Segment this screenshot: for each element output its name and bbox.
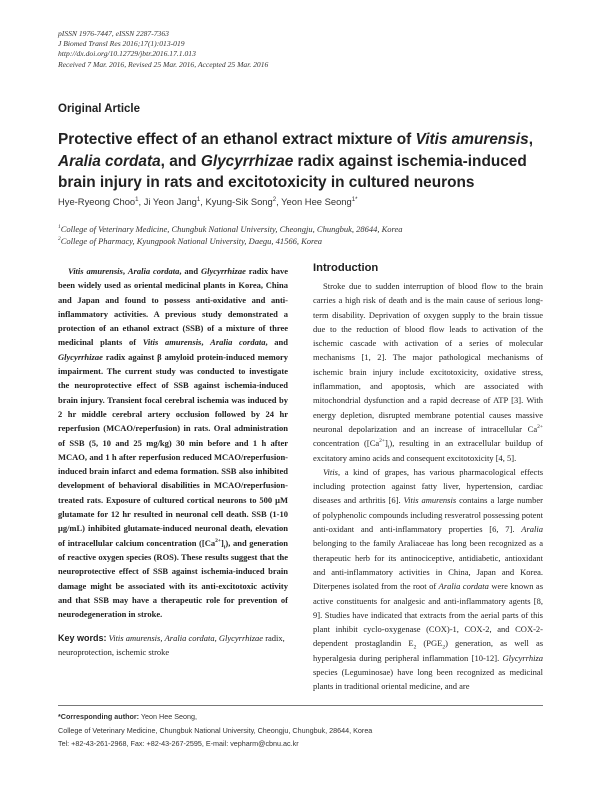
affiliation-2: $^2$College of Pharmacy, Kyungpook National University, Daegu, 41566, Korea [58, 236, 323, 246]
article-title: Protective effect of an ethanol extract mixture of Vitis amurensis, Aralia cordata, and Glycyrrhizae radix against ischemia-induced brain injury in rats and excitotoxicity in cultured neurons [58, 131, 533, 191]
intro-paragraph-1: Stroke due to sudden interruption of blood flow to the brain carries a high risk of death and is the main cause of serious long-term disability. Deprivation of oxygen supply to the brain tissue due to the reduction of blood flow leads to activation of the ischemic cascade with activation of a series of molecular mechanisms [1, 2]. The major pathological mechanisms of ischemic brain injury include excitotoxicity, oxidative stress, inflammation, and apoptosis, which are associated with mitochondrial dysfunction and a rapid decrease of ATP [3]. With energy depletion, disrupted membrane potential causes massive neuronal depolarization and an increase of intracellular $Ca^{2+}$ concentration $([Ca^{2+}]_i)$, resulting in an extracellular buildup of excitatory amino acids and consequent excitotoxicity [4, 5]. [313, 281, 543, 463]
article-dates: Received 7 Mar. 2016, Revised 25 Mar. 2016, Accepted 25 Mar. 2016 [58, 59, 269, 69]
doi-link[interactable]: http://dx.doi.org/10.12729/jbtr.2016.17.1.013 [58, 49, 196, 59]
journal-citation: J Biomed Transl Res 2016;17(1):013-019 [58, 39, 185, 49]
corresponding-author-footnote: *Corresponding author: Yeon Hee Seong, College of Veterinary Medicine, Chungbuk National University, Cheongju, Chungbuk, 28644, Korea Tel: +82-43-261-2968, Fax: +82-43-267-2595, E-mail: vepharm@cbnu.ac.kr [58, 712, 373, 748]
introduction-heading: Introduction [313, 262, 379, 274]
footnote-divider [58, 705, 543, 706]
journal-meta [58, 29, 458, 70]
issn-line: pISSN 1976-7447, eISSN 2287-7363 [58, 29, 169, 38]
abstract: Vitis amurensis, Aralia cordata, and Glycyrrhizae radix have been widely used as oriental medicinal plants in Korea, China and Japan and found to possess anti-oxidative and anti-inflammatory activities. A previous study demonstrated a protection of an ethanol extract (SSB) of a mixture of three medicinal plants of Vitis amurensis, Aralia cordata, and Glycyrrhizae radix against β amyloid protein-induced memory impairment. The current study was conducted to investigate the neuroprotective effect of SSB against ischemia-induced brain injury. Transient focal cerebral ischemia was induced by 2 hr middle cerebral artery occlusion followed by 24 hr reperfusion (MCAO/reperfusion) in rats. Oral administration of SSB (5, 10 and 25 mg/kg) 30 min before and 1 h after MCAO, and 1 h after reperfusion reduced MCAO/reperfusion-induced brain infarct and edema formation. SSB also inhibited development of behavioral disabilities in MCAO/reperfusion-treated rats. Exposure of cultured cortical neurons to 500 μM glutamate for 12 hr resulted in neuronal cell death. SSB (1-10 μg/mL) inhibited glutamate-induced neuronal death, elevation of intracellular calcium concentration $([Ca^{2+}]_i)$, and generation of reactive oxygen species (ROS). These results suggest that the neuroprotective effect of SSB against ischemia-induced brain damage might be associated with its anti-excitotoxic activity and that SSB may have a therapeutic role for prevention of neurodegeneration in stroke. [58, 266, 288, 620]
article-type: Original Article [58, 103, 141, 115]
affiliation-1: $^1$College of Veterinary Medicine, Chungbuk National University, Cheongju, Chungbuk, 28644, Korea [58, 224, 403, 234]
introduction-body [313, 279, 543, 694]
author-list: Hye-Ryeong Choo$^1$, Ji Yeon Jang$^1$, Kyung-Sik Song$^2$, Yeon Hee Seong$^{1*}$ [58, 195, 358, 207]
keywords: Key words: Vitis amurensis, Aralia cordata, Glycyrrhizae radix, neuroprotection, ischemic stroke [58, 633, 285, 657]
intro-paragraph-2: Vitis, a kind of grapes, has various pharmacological effects including protection against fatty liver, hypertension, cardiac diseases and arthritis [6]. Vitis amurensis contains a large number of polyphenolic compounds including resveratrol possessing potent anti-oxidant and anti-inflammatory properties [6, 7]. Aralia belonging to the family Araliaceae has long been recognized as a therapeutic herb for its antinociceptive, antidiabetic, antioxidant and anti-inflammatory activities in China, Japan and Korea. Diterpenes isolated from the root of Aralia cordata were known as active constituents for analgesic and anti-inflammatory agents [8, 9]. Studies have indicated that extracts from the aerial parts of this plant inhibit cyclo-oxygenase (COX)-1, COX-2, and COX-2-dependent prostaglandin $E_2$ $(PGE_2)$ generation, as well as hyperalgesia during peripheral inflammation [10-12]. Glycyrrhiza species (Leguminosae) have long been recognized as medicinal plants in traditional oriental medicine, and are [313, 466, 544, 692]
